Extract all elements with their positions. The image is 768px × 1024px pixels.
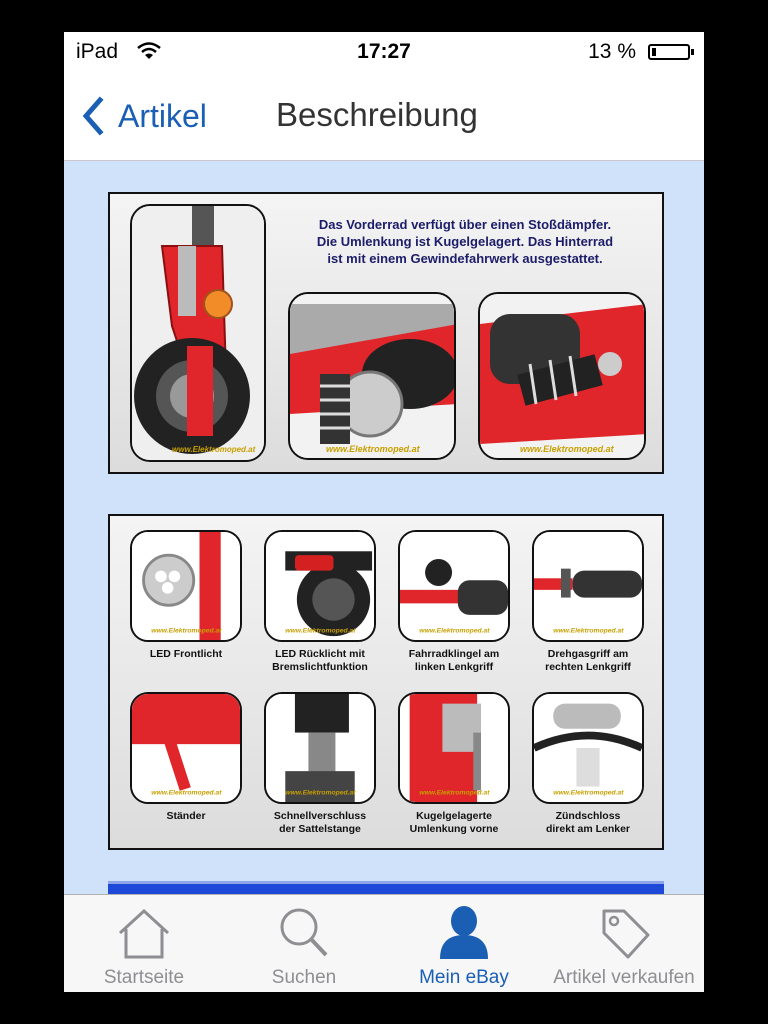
feature-photo (398, 692, 510, 804)
tag-icon (594, 905, 654, 961)
description-content[interactable] (64, 161, 704, 894)
feature-illustration (266, 694, 374, 802)
feature-illustration (132, 532, 240, 640)
svg-text:www.Elektromoped.at: www.Elektromoped.at (419, 627, 490, 635)
carrier-label: iPad (76, 40, 119, 63)
tab-suchen[interactable] (224, 895, 384, 992)
rear-shock-illustration (290, 294, 456, 460)
tab-startseite[interactable] (64, 895, 224, 992)
feature-illustration (266, 532, 374, 640)
svg-text:www.Elektromoped.at: www.Elektromoped.at (326, 444, 420, 454)
feature-illustration (534, 694, 642, 802)
home-icon (114, 905, 174, 961)
front-wheel-photo (130, 204, 266, 462)
feature-label: LED Frontlicht (149, 648, 223, 660)
clock: 17:27 (357, 40, 411, 63)
feature-photo (130, 530, 242, 642)
svg-text:www.Elektromoped.at: www.Elektromoped.at (151, 627, 222, 635)
chevron-left-icon (78, 94, 110, 138)
navigation-bar (64, 72, 704, 161)
rear-shock-photo-2 (478, 292, 646, 460)
rear-shock-closeup-illustration (480, 294, 646, 460)
feature-illustration (534, 532, 642, 640)
tab-artikel-verkaufen[interactable] (544, 895, 704, 992)
battery-percent: 13 % (588, 40, 636, 63)
back-button-label: Artikel (118, 97, 207, 134)
tab-label: Suchen (271, 967, 337, 988)
svg-text:www.Elektromoped.at: www.Elektromoped.at (553, 789, 624, 797)
features-image-panel (108, 514, 664, 850)
front-wheel-illustration (132, 206, 266, 462)
tab-label: Startseite (103, 967, 185, 988)
feature-photo (532, 692, 644, 804)
feature-label: Ständer (166, 810, 206, 822)
svg-text:www.Elektromoped.at: www.Elektromoped.at (285, 789, 356, 797)
feature-photo (130, 692, 242, 804)
svg-text:www.Elektromoped.at: www.Elektromoped.at (553, 627, 624, 635)
person-icon (434, 905, 494, 961)
feature-label: Zündschloss direkt am Lenker (545, 810, 631, 835)
feature-illustration (132, 694, 240, 802)
feature-photo (532, 530, 644, 642)
battery-tip (691, 49, 694, 55)
search-icon (274, 905, 334, 961)
back-button[interactable] (78, 94, 207, 138)
feature-label: Schnellverschluss der Sattelstange (273, 810, 367, 835)
svg-text:www.Elektromoped.at: www.Elektromoped.at (285, 627, 356, 635)
suspension-image-panel (108, 192, 664, 474)
tab-mein-ebay[interactable] (384, 895, 544, 992)
feature-photo (264, 530, 376, 642)
svg-text:www.Elektromoped.at: www.Elektromoped.at (151, 789, 222, 797)
feature-label: Kugelgelagerte Umlenkung vorne (409, 810, 499, 835)
feature-label: Drehgasgriff am rechten Lenkgriff (545, 648, 631, 673)
next-section-banner (108, 881, 664, 894)
app-screen (64, 32, 704, 992)
svg-text:www.Elektromoped.at: www.Elektromoped.at (520, 444, 614, 454)
feature-label: Fahrradklingel am linken Lenkgriff (408, 648, 500, 673)
tab-label: Mein eBay (419, 967, 509, 988)
svg-text:www.Elektromoped.at: www.Elektromoped.at (419, 789, 490, 797)
rear-shock-photo-1 (288, 292, 456, 460)
feature-label: LED Rücklicht mit Bremslichtfunktion (272, 648, 368, 673)
status-bar (64, 32, 704, 72)
feature-photo (264, 692, 376, 804)
feature-illustration (400, 694, 508, 802)
suspension-caption: Das Vorderrad verfügt über einen Stoßdämpfer. Die Umlenkung ist Kugelgelagert. Das Hinterrad ist mit einem Gewindefahrwerk ausgestattet. (316, 217, 614, 266)
tab-bar (64, 894, 704, 992)
svg-text:www.Elektromoped.at: www.Elektromoped.at (172, 445, 256, 454)
page-title: Beschreibung (276, 96, 478, 133)
feature-photo (398, 530, 510, 642)
feature-illustration (400, 532, 508, 640)
tab-label: Artikel verkaufen (553, 967, 695, 988)
battery-icon (648, 44, 690, 60)
